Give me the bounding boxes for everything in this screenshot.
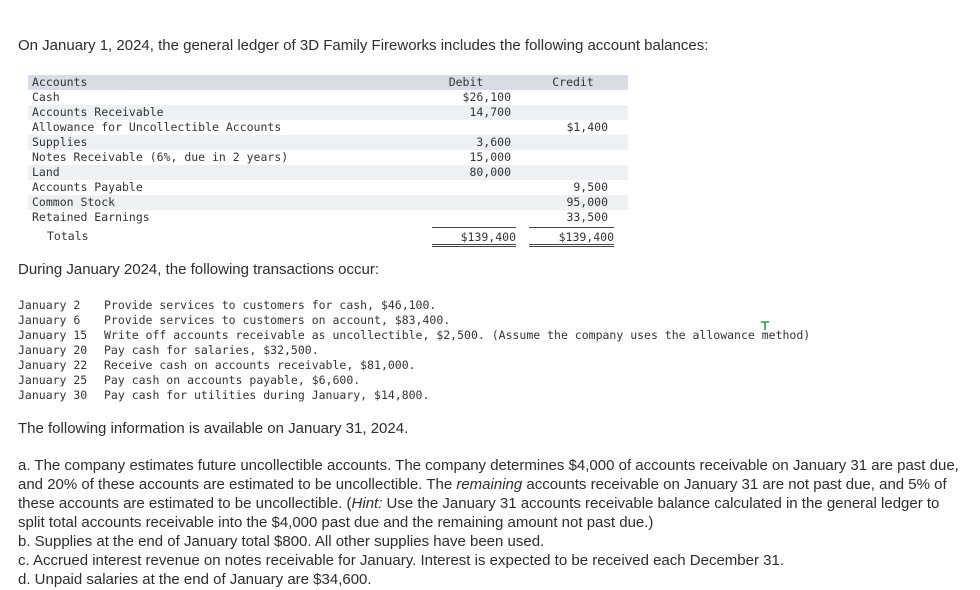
credit-value: 33,500	[566, 210, 608, 224]
info-item-d: d. Unpaid salaries at the end of January are $34,600.	[18, 571, 372, 588]
ledger-row	[28, 105, 628, 120]
transaction-date: January 15	[18, 328, 88, 342]
transaction-text: Pay cash on accounts payable, $6,600.	[104, 373, 361, 387]
intro-text: On January 1, 2024, the general ledger of 3D Family Fireworks includes the following account balances:	[18, 37, 709, 54]
ledger-header-row	[28, 75, 628, 90]
info-item-b: b. Supplies at the end of January total $800. All other supplies have been used.	[18, 533, 545, 550]
debit-value: 3,600	[476, 135, 511, 149]
ledger-row	[28, 90, 628, 105]
transaction-line	[18, 373, 810, 388]
ledger-row	[28, 180, 628, 195]
ledger-row	[28, 120, 628, 135]
transaction-text: Provide services to customers on account, $83,400.	[104, 313, 451, 327]
account-name: Retained Earnings	[32, 210, 150, 224]
transaction-line	[18, 343, 810, 358]
account-name: Accounts Payable	[32, 180, 143, 194]
totals-label: Totals	[47, 229, 89, 243]
transaction-text: Pay cash for salaries, $32,500.	[104, 343, 319, 357]
accounts-header: Accounts	[32, 75, 88, 89]
debit-value: 15,000	[469, 150, 511, 164]
account-name: Land	[32, 165, 60, 179]
transaction-date: January 20	[18, 343, 88, 357]
transaction-date: January 25	[18, 373, 88, 387]
credit-value: 9,500	[573, 180, 608, 194]
account-name: Cash	[32, 90, 60, 104]
ledger-row	[28, 135, 628, 150]
transaction-date: January 22	[18, 358, 88, 372]
credit-value: 95,000	[566, 195, 608, 209]
transaction-line	[18, 388, 810, 403]
credit-value: $1,400	[566, 120, 608, 134]
transaction-line	[18, 298, 810, 313]
total-credit: $139,400	[529, 227, 614, 247]
transaction-line	[18, 358, 810, 373]
total-debit: $139,400	[432, 227, 516, 247]
info-a-hint-label: Hint:	[351, 495, 383, 512]
info-a-text-2: accounts receivable on January 31 are not past due, and 5% of these accounts are estimated to be uncollectible. (	[18, 476, 947, 512]
adjustment-info	[18, 456, 963, 589]
debit-header: Debit	[448, 75, 484, 89]
transaction-text: Receive cash on accounts receivable, $81,000.	[104, 358, 416, 372]
transaction-line	[18, 328, 810, 343]
credit-header: Credit	[552, 75, 594, 89]
account-name: Allowance for Uncollectible Accounts	[32, 120, 282, 134]
following-info-heading: The following information is available on January 31, 2024.	[18, 420, 409, 437]
transactions-intro: During January 2024, the following transactions occur:	[18, 261, 380, 278]
transaction-text: Provide services to customers for cash, $46,100.	[104, 298, 437, 312]
transaction-text: Write off accounts receivable as uncollectible, $2,500. (Assume the company uses the allowance method)	[104, 328, 811, 342]
debit-value: 80,000	[469, 165, 511, 179]
info-a-text-1: a. The company estimates future uncollectible accounts. The company determines $4,000 of accounts receivable on January 31 are past due, and 20% of these accounts are estimated to be uncollectible. The	[18, 457, 959, 493]
transaction-date: January 30	[18, 388, 88, 402]
ledger-row	[28, 165, 628, 180]
transaction-line	[18, 313, 810, 328]
debit-value: 14,700	[469, 105, 511, 119]
account-name: Accounts Receivable	[32, 105, 164, 119]
transactions-list	[18, 298, 810, 403]
info-item-a	[18, 456, 963, 532]
ledger-row	[28, 195, 628, 210]
info-item-c: c. Accrued interest revenue on notes receivable for January. Interest is expected to be received each December 31.	[18, 552, 784, 569]
debit-value: $26,100	[462, 90, 511, 104]
info-a-text-3: Use the January 31 accounts receivable balance calculated in the general ledger to split total accounts receivable into the $4,000 past due and the remaining amount not past due.)	[18, 495, 940, 531]
ledger-row	[28, 150, 628, 165]
transaction-date: January 2	[18, 298, 81, 312]
account-name: Supplies	[32, 135, 88, 149]
ledger-table	[28, 75, 628, 245]
ledger-totals-row	[28, 227, 628, 245]
account-name: Notes Receivable (6%, due in 2 years)	[32, 150, 289, 164]
ledger-row	[28, 210, 628, 225]
transaction-date: January 6	[18, 313, 81, 327]
account-name: Common Stock	[32, 195, 116, 209]
text-cursor-icon	[760, 320, 770, 334]
info-a-emphasis: remaining	[456, 476, 523, 493]
transaction-text: Pay cash for utilities during January, $14,800.	[104, 388, 430, 402]
